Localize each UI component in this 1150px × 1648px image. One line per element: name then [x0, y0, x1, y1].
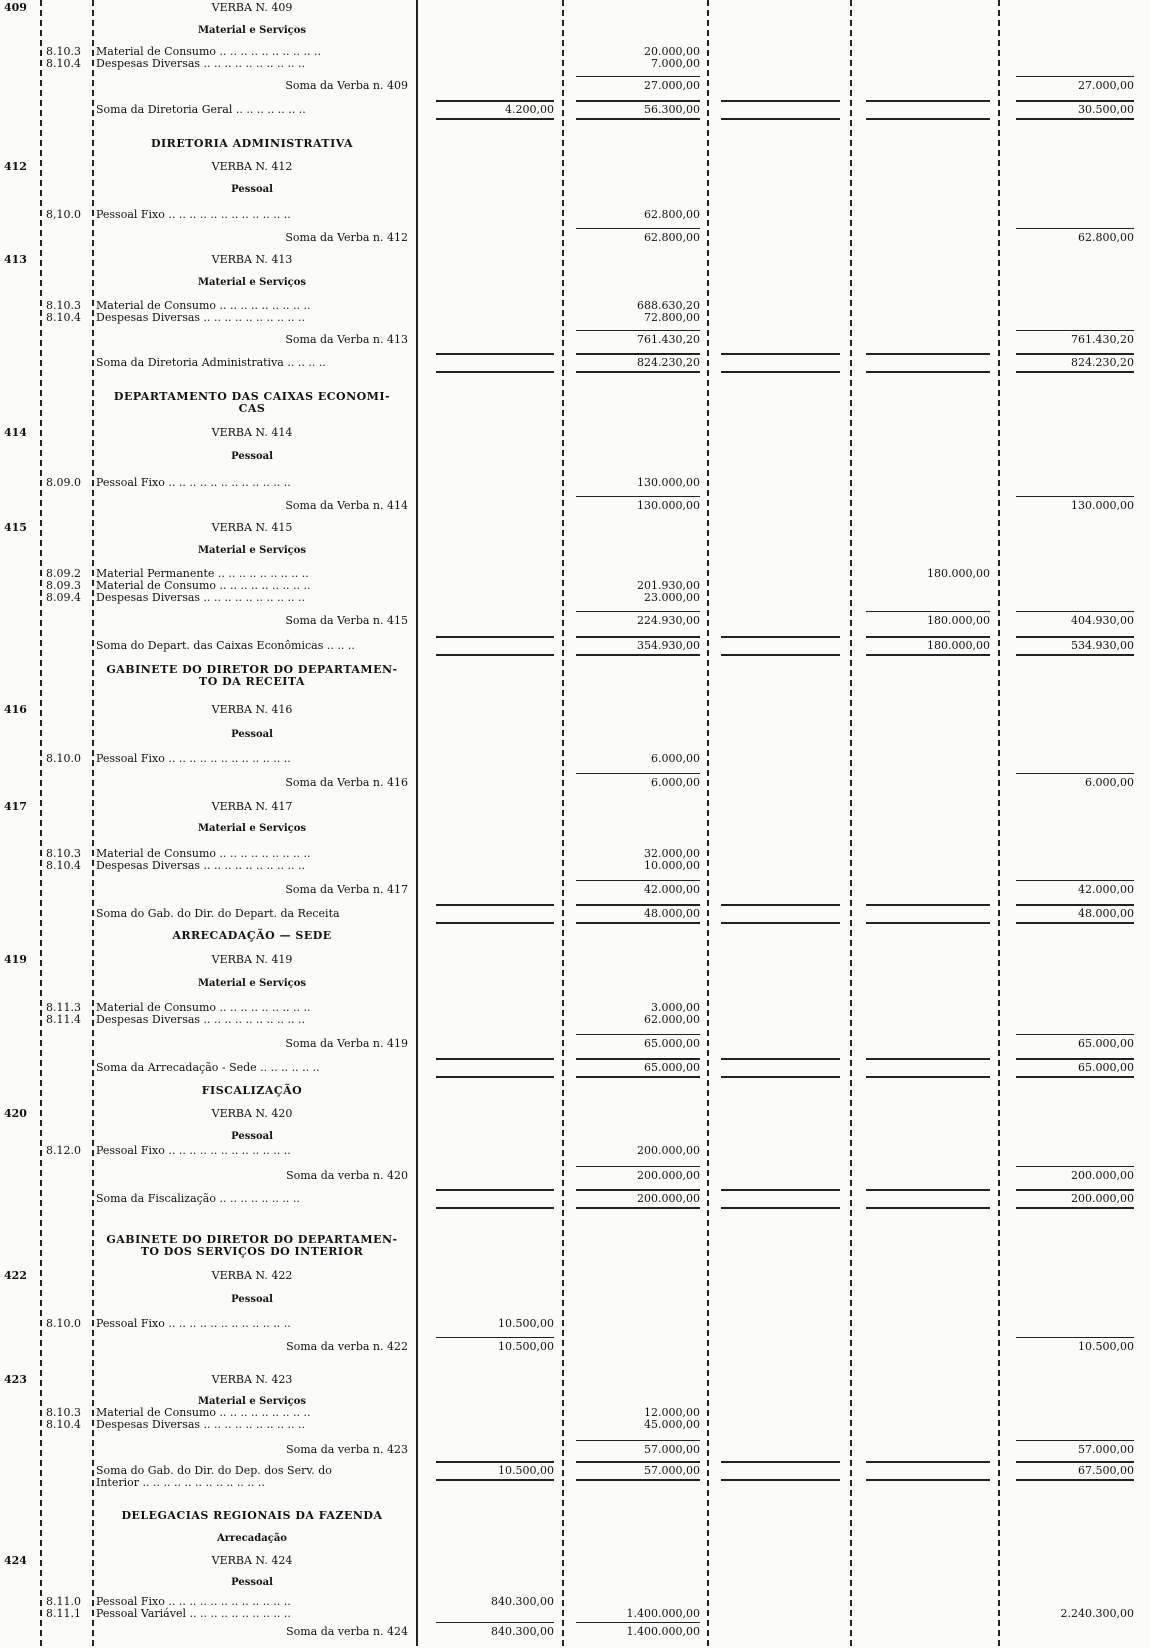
item-description: Material de Consumo .. .. .. .. .. .. .. .. .. .. Despesas Diversas .. .. .. .. .. .. .. .. .. .. — [96, 45, 321, 70]
ledger-row — [0, 25, 1150, 47]
sum-rule — [1016, 611, 1134, 612]
sum-rule — [721, 922, 840, 924]
item-description: Material e Serviços — [197, 978, 307, 989]
sum-rule — [721, 1461, 840, 1463]
ledger-row — [0, 848, 1150, 870]
sum-rule — [436, 1479, 554, 1481]
sum-rule — [576, 636, 700, 638]
amount-c5: 48.000,00 — [1078, 907, 1134, 920]
sum-rule — [576, 611, 700, 612]
item-description: DELEGACIAS REGIONAIS DA FAZENDA — [121, 1509, 383, 1522]
amount-c2: 57.000,00 — [644, 1464, 700, 1477]
amount-c2: 200.000,00 — [637, 1144, 700, 1157]
sum-rule — [721, 654, 840, 656]
amount-c2: 65.000,00 — [644, 1037, 700, 1050]
verba-number: 417 — [4, 800, 27, 813]
sum-rule — [866, 1058, 990, 1060]
sum-rule — [721, 371, 840, 373]
ledger-row — [0, 640, 1150, 662]
ledger-row — [0, 1374, 1150, 1396]
sum-rule — [1016, 1058, 1134, 1060]
sum-rule — [576, 1189, 700, 1191]
ledger-row — [0, 1062, 1150, 1084]
item-description: Soma da verba n. 422 — [286, 1340, 408, 1353]
sum-rule — [866, 1479, 990, 1481]
amount-c5: 65.000,00 — [1078, 1037, 1134, 1050]
verba-number: 416 — [4, 703, 27, 716]
sum-rule — [576, 100, 700, 102]
ledger-row — [0, 753, 1150, 775]
ledger-row — [0, 427, 1150, 449]
amount-c1: 10.500,00 — [498, 1464, 554, 1477]
sum-rule — [576, 1166, 700, 1167]
sum-rule — [721, 1058, 840, 1060]
item-description: Material e Serviços — [197, 25, 307, 36]
ledger-row — [0, 954, 1150, 976]
classification-code: 8.10.0 — [46, 1317, 81, 1330]
verba-number: 424 — [4, 1554, 27, 1567]
sum-rule — [436, 1058, 554, 1060]
sum-rule — [866, 1207, 990, 1209]
amount-c5: 57.000,00 — [1078, 1443, 1134, 1456]
item-description: Soma da Verba n. 413 — [285, 333, 408, 346]
sum-rule — [866, 904, 990, 906]
sum-rule — [436, 100, 554, 102]
ledger-row — [0, 80, 1150, 102]
amount-c5: 200.000,00 — [1071, 1192, 1134, 1205]
sum-rule — [866, 922, 990, 924]
item-description: VERBA N. 409 — [211, 1, 293, 14]
amount-c4: 180.000,00 — [927, 614, 990, 627]
sum-rule — [721, 100, 840, 102]
ledger-row — [0, 1234, 1150, 1256]
sum-rule — [1016, 636, 1134, 638]
amount-c1: 840.300,00 — [491, 1595, 554, 1608]
amount-c2: 12.000,00 45.000,00 — [644, 1406, 700, 1431]
amount-c2: 65.000,00 — [644, 1061, 700, 1074]
verba-number: 419 — [4, 953, 27, 966]
item-description: Arrecadação — [217, 1533, 287, 1544]
sum-rule — [1016, 880, 1134, 881]
item-description: Soma da verba n. 420 — [286, 1169, 408, 1182]
item-description: Soma da verba n. 424 — [286, 1625, 408, 1638]
item-description: VERBA N. 416 — [211, 703, 293, 716]
item-description: Soma da Verba n. 415 — [285, 614, 408, 627]
ledger-row — [0, 1318, 1150, 1340]
item-description: Pessoal Fixo .. .. .. .. .. .. .. .. .. .. .. .. — [96, 1317, 291, 1330]
ledger-row — [0, 522, 1150, 544]
amount-c1: 10.500,00 — [498, 1317, 554, 1330]
classification-code: 8.11.3 8.11.4 — [46, 1001, 81, 1026]
sum-rule — [866, 353, 990, 355]
sum-rule — [576, 228, 700, 229]
ledger-row — [0, 1270, 1150, 1292]
sum-rule — [1016, 118, 1134, 120]
ledger-row — [0, 300, 1150, 322]
ledger-row — [0, 1626, 1150, 1648]
amount-c2: 688.630,20 72.800,00 — [637, 299, 700, 324]
classification-code: 8.11.0 8.11.1 — [46, 1595, 81, 1620]
sum-rule — [1016, 1076, 1134, 1078]
ledger-row — [0, 777, 1150, 799]
ledger-row — [0, 729, 1150, 751]
sum-rule — [1016, 1440, 1134, 1441]
ledger-row — [0, 978, 1150, 1000]
item-description: Material de Consumo .. .. .. .. .. .. .. .. .. Despesas Diversas .. .. .. .. .. .. .. .. .. .. — [96, 1001, 311, 1026]
item-description: VERBA N. 422 — [211, 1269, 293, 1282]
verba-number: 412 — [4, 160, 27, 173]
amount-c2: 62.800,00 — [644, 231, 700, 244]
sum-rule — [576, 773, 700, 774]
sum-rule — [576, 654, 700, 656]
amount-c2: 1.400.000,00 — [626, 1607, 700, 1620]
sum-rule — [721, 118, 840, 120]
ledger-row — [0, 161, 1150, 183]
verba-number: 423 — [4, 1373, 27, 1386]
ledger-row — [0, 46, 1150, 68]
amount-c5: 65.000,00 — [1078, 1061, 1134, 1074]
item-description: Pessoal Fixo .. .. .. .. .. .. .. .. .. .. .. .. — [96, 476, 291, 489]
verba-number: 420 — [4, 1107, 27, 1120]
ledger-row — [0, 232, 1150, 254]
item-description: Pessoal Fixo .. .. .. .. .. .. .. .. .. .. .. .. — [96, 1144, 291, 1157]
verba-number: 415 — [4, 521, 27, 534]
classification-code: 8.10.3 8.10.4 — [46, 45, 81, 70]
amount-c5: 30.500,00 — [1078, 103, 1134, 116]
classification-code: 8,10.0 — [46, 208, 81, 221]
item-description: DIRETORIA ADMINISTRATIVA — [151, 137, 353, 150]
sum-rule — [721, 353, 840, 355]
sum-rule — [576, 904, 700, 906]
amount-c2: 201.930,00 23.000,00 — [637, 579, 700, 604]
item-description: Material e Serviços — [197, 1396, 307, 1407]
item-description: VERBA N. 414 — [211, 426, 293, 439]
sum-rule — [436, 1189, 554, 1191]
ledger-row — [0, 1510, 1150, 1532]
amount-c2: 1.400.000,00 — [626, 1625, 700, 1638]
item-description: VERBA N. 423 — [211, 1373, 293, 1386]
item-description: Pessoal Fixo .. .. .. .. .. .. .. .. .. .. .. .. — [96, 752, 291, 765]
sum-rule — [721, 1207, 840, 1209]
sum-rule — [576, 1058, 700, 1060]
sum-rule — [1016, 1166, 1134, 1167]
item-description: Pessoal — [231, 729, 273, 740]
sum-rule — [1016, 1337, 1134, 1338]
item-description: Soma da Verba n. 419 — [285, 1037, 408, 1050]
verba-number: 413 — [4, 253, 27, 266]
amount-c2: 200.000,00 — [637, 1169, 700, 1182]
sum-rule — [1016, 773, 1134, 774]
classification-code: 8.10.3 8.10.4 — [46, 299, 81, 324]
classification-code: 8.10.3 8.10.4 — [46, 847, 81, 872]
amount-c2: 6.000,00 — [651, 776, 700, 789]
item-description: GABINETE DO DIRETOR DO DEPARTAMEN- TO DA RECEITA — [106, 663, 398, 688]
item-description: Material e Serviços — [197, 277, 307, 288]
item-description: Material e Serviços — [197, 545, 307, 556]
sum-rule — [576, 1440, 700, 1441]
sum-rule — [436, 353, 554, 355]
ledger-row — [0, 104, 1150, 126]
ledger-row — [0, 664, 1150, 686]
sum-rule — [721, 1189, 840, 1191]
sum-rule — [721, 1076, 840, 1078]
sum-rule — [576, 371, 700, 373]
item-description: Soma da Verba n. 414 — [285, 499, 408, 512]
amount-c5: 824.230,20 — [1071, 356, 1134, 369]
sum-rule — [1016, 371, 1134, 373]
sum-rule — [436, 1461, 554, 1463]
sum-rule — [576, 1479, 700, 1481]
item-description: DEPARTAMENTO DAS CAIXAS ECONOMI- CAS — [113, 390, 391, 415]
item-description: Pessoal — [231, 451, 273, 462]
ledger-row — [0, 254, 1150, 276]
sum-rule — [866, 1189, 990, 1191]
ledger-row — [0, 1002, 1150, 1024]
sum-rule — [866, 654, 990, 656]
amount-c2: 824.230,20 — [637, 356, 700, 369]
ledger-row — [0, 357, 1150, 379]
sum-rule — [576, 880, 700, 881]
amount-c1: 4.200,00 — [505, 103, 554, 116]
item-description: Soma da Verba n. 409 — [285, 79, 408, 92]
item-description: Soma da Diretoria Geral .. .. .. .. .. .. .. — [96, 103, 306, 116]
ledger-row — [0, 704, 1150, 726]
sum-rule — [1016, 353, 1134, 355]
ledger-row — [0, 615, 1150, 637]
sum-rule — [436, 922, 554, 924]
sum-rule — [436, 371, 554, 373]
amount-c5: 2.240.300,00 — [1060, 1607, 1134, 1620]
ledger-row — [0, 567, 1150, 604]
ledger-row — [0, 209, 1150, 231]
sum-rule — [576, 1034, 700, 1035]
ledger-row — [0, 477, 1150, 499]
amount-c4: 180.000,00 — [927, 567, 990, 580]
item-description: Soma do Gab. do Dir. do Depart. da Receita — [96, 907, 340, 920]
sum-rule — [1016, 228, 1134, 229]
amount-c5: 761.430,20 — [1071, 333, 1134, 346]
amount-c2: 3.000,00 62.000,00 — [644, 1001, 700, 1026]
item-description: VERBA N. 420 — [211, 1107, 293, 1120]
sum-rule — [436, 1076, 554, 1078]
amount-c2: 200.000,00 — [637, 1192, 700, 1205]
ledger-row — [0, 451, 1150, 473]
ledger-row — [0, 1038, 1150, 1060]
ledger-row — [0, 1465, 1150, 1487]
item-description: VERBA N. 417 — [211, 800, 293, 813]
amount-c5: 27.000,00 — [1078, 79, 1134, 92]
ledger-row — [0, 138, 1150, 160]
item-description: Pessoal — [231, 1131, 273, 1142]
amount-c2: 354.930,00 — [637, 639, 700, 652]
item-description: Material de Consumo .. .. .. .. .. .. .. .. .. Despesas Diversas .. .. .. .. .. .. .. .. .. .. — [96, 299, 311, 324]
amount-c2: 48.000,00 — [644, 907, 700, 920]
item-description: Soma da Fiscalização .. .. .. .. .. .. .. .. — [96, 1192, 300, 1205]
sum-rule — [866, 611, 990, 612]
sum-rule — [436, 1622, 554, 1623]
item-description: Soma da Verba n. 417 — [285, 883, 408, 896]
sum-rule — [1016, 1479, 1134, 1481]
item-description: GABINETE DO DIRETOR DO DEPARTAMEN- TO DOS SERVIÇOS DO INTERIOR — [106, 1233, 398, 1258]
ledger-row — [0, 545, 1150, 567]
verba-number: 414 — [4, 426, 27, 439]
amount-c2: 224.930,00 — [637, 614, 700, 627]
classification-code: 8.12.0 — [46, 1144, 81, 1157]
sum-rule — [1016, 330, 1134, 331]
sum-rule — [436, 904, 554, 906]
sum-rule — [866, 1461, 990, 1463]
sum-rule — [576, 496, 700, 497]
ledger-row — [0, 391, 1150, 413]
sum-rule — [866, 636, 990, 638]
ledger-row — [0, 1108, 1150, 1130]
ledger-row — [0, 184, 1150, 206]
item-description: Soma da Verba n. 416 — [285, 776, 408, 789]
sum-rule — [576, 1461, 700, 1463]
sum-rule — [1016, 1034, 1134, 1035]
amount-c2: 761.430,20 — [637, 333, 700, 346]
amount-c5: 130.000,00 — [1071, 499, 1134, 512]
ledger-row — [0, 277, 1150, 299]
ledger-row — [0, 884, 1150, 906]
sum-rule — [1016, 1207, 1134, 1209]
amount-c5: 534.930,00 — [1071, 639, 1134, 652]
ledger-row — [0, 908, 1150, 930]
classification-code: 8.09.2 8.09.3 8.09.4 — [46, 567, 81, 604]
sum-rule — [436, 118, 554, 120]
item-description: FISCALIZAÇÃO — [201, 1084, 303, 1097]
sum-rule — [436, 1207, 554, 1209]
ledger-row — [0, 930, 1150, 952]
classification-code: 8.10.3 8.10.4 — [46, 1406, 81, 1431]
ledger-row — [0, 1193, 1150, 1215]
ledger-row — [0, 1145, 1150, 1167]
item-description: VERBA N. 424 — [211, 1554, 293, 1567]
classification-code: 8.09.0 — [46, 476, 81, 489]
verba-number: 422 — [4, 1269, 27, 1282]
amount-c2: 56.300,00 — [644, 103, 700, 116]
item-description: Soma do Depart. das Caixas Econômicas .. .. .. — [96, 639, 355, 652]
amount-c2: 57.000,00 — [644, 1443, 700, 1456]
sum-rule — [1016, 922, 1134, 924]
amount-c2: 32.000,00 10.000,00 — [644, 847, 700, 872]
sum-rule — [436, 636, 554, 638]
item-description: Material de Consumo .. .. .. .. .. .. .. .. .. Despesas Diversas .. .. .. .. .. .. .. .. .. .. — [96, 847, 311, 872]
sum-rule — [576, 330, 700, 331]
item-description: Material de Consumo .. .. .. .. .. .. .. .. .. Despesas Diversas .. .. .. .. .. .. .. .. .. .. — [96, 1406, 311, 1431]
sum-rule — [1016, 904, 1134, 906]
amount-c2: 42.000,00 — [644, 883, 700, 896]
item-description: Pessoal Fixo .. .. .. .. .. .. .. .. .. .. .. .. — [96, 208, 291, 221]
item-description: VERBA N. 413 — [211, 253, 293, 266]
sum-rule — [1016, 496, 1134, 497]
sum-rule — [576, 922, 700, 924]
amount-c1: 10.500,00 — [498, 1340, 554, 1353]
ledger-row — [0, 1555, 1150, 1577]
item-description: Pessoal — [231, 1294, 273, 1305]
sum-rule — [576, 118, 700, 120]
amount-c5: 10.500,00 — [1078, 1340, 1134, 1353]
item-description: Soma do Gab. do Dir. do Dep. dos Serv. do Interior .. .. .. .. .. .. .. .. .. .. .. .. — [96, 1464, 332, 1489]
classification-code: 8.10.0 — [46, 752, 81, 765]
amount-c2: 27.000,00 — [644, 79, 700, 92]
sum-rule — [721, 1479, 840, 1481]
amount-c2: 20.000,00 7.000,00 — [644, 45, 700, 70]
item-description: Pessoal — [231, 1577, 273, 1588]
sum-rule — [576, 76, 700, 77]
amount-c5: 200.000,00 — [1071, 1169, 1134, 1182]
ledger-row — [0, 823, 1150, 845]
ledger-row — [0, 801, 1150, 823]
item-description: VERBA N. 415 — [211, 521, 293, 534]
item-description: Pessoal Fixo .. .. .. .. .. .. .. .. .. .. .. .. Pessoal Variável .. .. .. .. .. .. .. .. .. .. — [96, 1595, 291, 1620]
sum-rule — [436, 654, 554, 656]
sum-rule — [1016, 1461, 1134, 1463]
verba-number: 409 — [4, 1, 27, 14]
amount-c5: 62.800,00 — [1078, 231, 1134, 244]
item-description: Material Permanente .. .. .. .. .. .. .. .. .. Material de Consumo .. .. .. .. .. .. .. .. .. Despesas Diversas .. .. .. .. .. .. .. .. .. .. — [96, 567, 311, 604]
ledger-row — [0, 2, 1150, 24]
sum-rule — [866, 1076, 990, 1078]
ledger-row — [0, 1294, 1150, 1316]
sum-rule — [866, 371, 990, 373]
item-description: Soma da Verba n. 412 — [285, 231, 408, 244]
amount-c5: 42.000,00 — [1078, 883, 1134, 896]
amount-c1: 840.300,00 — [491, 1625, 554, 1638]
ledger-row — [0, 1533, 1150, 1555]
amount-c4: 180.000,00 — [927, 639, 990, 652]
ledger-row — [0, 500, 1150, 522]
sum-rule — [866, 118, 990, 120]
amount-c5: 404.930,00 — [1071, 614, 1134, 627]
ledger-row — [0, 1596, 1150, 1618]
sum-rule — [721, 636, 840, 638]
sum-rule — [576, 1622, 700, 1623]
item-description: Pessoal — [231, 184, 273, 195]
sum-rule — [436, 1337, 554, 1338]
ledger-row — [0, 1085, 1150, 1107]
item-description: ARRECADAÇÃO — SEDE — [172, 929, 332, 942]
sum-rule — [721, 904, 840, 906]
amount-c2: 130.000,00 — [637, 476, 700, 489]
item-description: VERBA N. 419 — [211, 953, 293, 966]
sum-rule — [866, 100, 990, 102]
sum-rule — [576, 353, 700, 355]
amount-c2: 6.000,00 — [651, 752, 700, 765]
sum-rule — [1016, 76, 1134, 77]
amount-c5: 67.500,00 — [1078, 1464, 1134, 1477]
sum-rule — [1016, 1189, 1134, 1191]
sum-rule — [1016, 100, 1134, 102]
item-description: VERBA N. 412 — [211, 160, 293, 173]
amount-c2: 62.800,00 — [644, 208, 700, 221]
amount-c5: 6.000,00 — [1085, 776, 1134, 789]
amount-c2: 130.000,00 — [637, 499, 700, 512]
sum-rule — [1016, 654, 1134, 656]
ledger-row — [0, 1341, 1150, 1363]
item-description: Soma da Arrecadação - Sede .. .. .. .. .. .. — [96, 1061, 320, 1074]
item-description: Soma da verba n. 423 — [286, 1443, 408, 1456]
sum-rule — [576, 1076, 700, 1078]
ledger-row — [0, 1407, 1150, 1429]
item-description: Soma da Diretoria Administrativa .. .. .. .. — [96, 356, 326, 369]
sum-rule — [576, 1207, 700, 1209]
item-description: Material e Serviços — [197, 823, 307, 834]
